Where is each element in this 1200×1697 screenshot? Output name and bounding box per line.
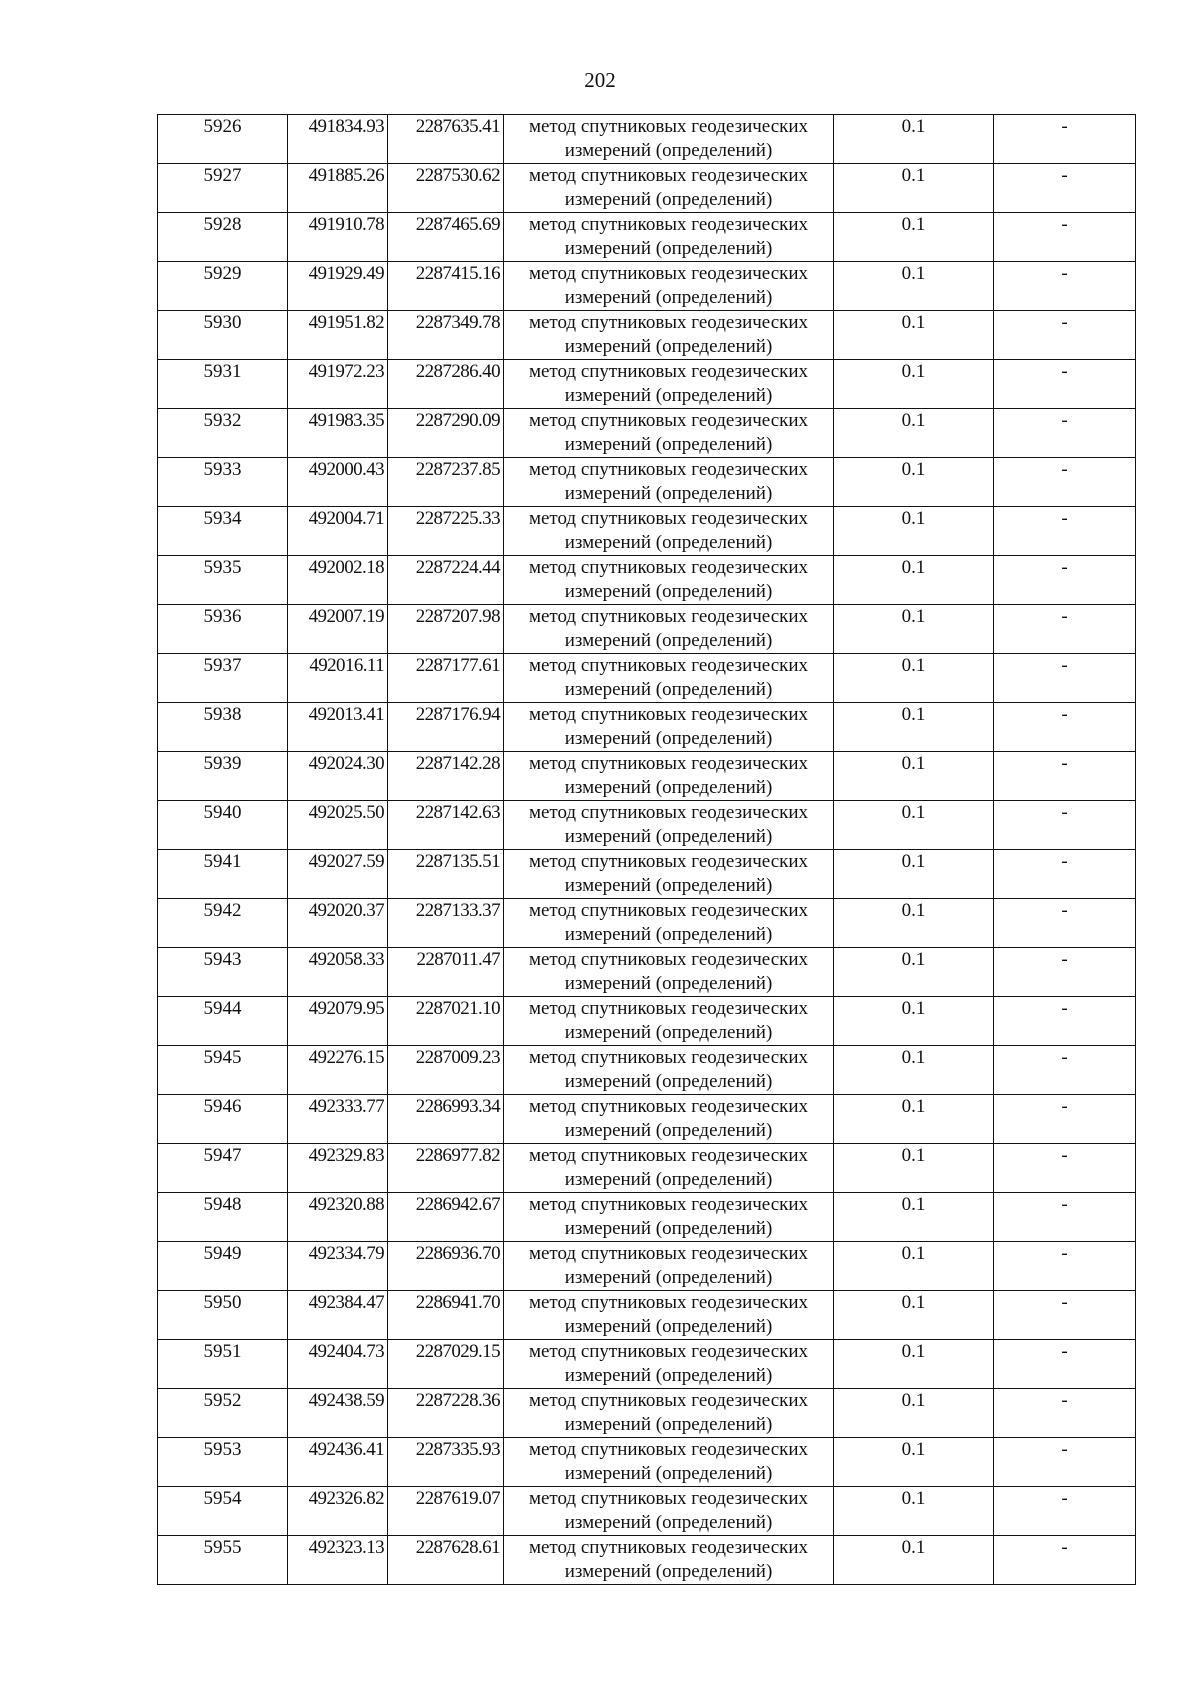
point-number-cell: 5954 bbox=[158, 1487, 288, 1536]
note-cell: - bbox=[994, 801, 1136, 850]
method-cell: метод спутниковых геодезических измерений (определений) bbox=[504, 507, 834, 556]
method-cell: метод спутниковых геодезических измерений (определений) bbox=[504, 164, 834, 213]
table-row bbox=[158, 262, 1136, 311]
method-cell: метод спутниковых геодезических измерений (определений) bbox=[504, 703, 834, 752]
table-row bbox=[158, 605, 1136, 654]
y-coordinate-cell: 2287225.33 bbox=[388, 507, 504, 556]
x-coordinate-cell: 491910.78 bbox=[288, 213, 388, 262]
method-cell: метод спутниковых геодезических измерений (определений) bbox=[504, 1193, 834, 1242]
x-coordinate-cell: 492016.11 bbox=[288, 654, 388, 703]
point-number-cell: 5948 bbox=[158, 1193, 288, 1242]
x-coordinate-cell: 492438.59 bbox=[288, 1389, 388, 1438]
x-coordinate-cell: 492320.88 bbox=[288, 1193, 388, 1242]
y-coordinate-cell: 2287021.10 bbox=[388, 997, 504, 1046]
note-cell: - bbox=[994, 311, 1136, 360]
table-row bbox=[158, 654, 1136, 703]
accuracy-cell: 0.1 bbox=[834, 1193, 994, 1242]
point-number-cell: 5936 bbox=[158, 605, 288, 654]
method-cell: метод спутниковых геодезических измерений (определений) bbox=[504, 1095, 834, 1144]
method-cell: метод спутниковых геодезических измерений (определений) bbox=[504, 899, 834, 948]
note-cell: - bbox=[994, 1242, 1136, 1291]
accuracy-cell: 0.1 bbox=[834, 1095, 994, 1144]
y-coordinate-cell: 2287286.40 bbox=[388, 360, 504, 409]
point-number-cell: 5928 bbox=[158, 213, 288, 262]
table-row bbox=[158, 115, 1136, 164]
note-cell: - bbox=[994, 1144, 1136, 1193]
x-coordinate-cell: 492002.18 bbox=[288, 556, 388, 605]
y-coordinate-cell: 2287135.51 bbox=[388, 850, 504, 899]
y-coordinate-cell: 2287011.47 bbox=[388, 948, 504, 997]
x-coordinate-cell: 492276.15 bbox=[288, 1046, 388, 1095]
x-coordinate-cell: 492323.13 bbox=[288, 1536, 388, 1585]
point-number-cell: 5946 bbox=[158, 1095, 288, 1144]
y-coordinate-cell: 2287415.16 bbox=[388, 262, 504, 311]
point-number-cell: 5943 bbox=[158, 948, 288, 997]
point-number-cell: 5935 bbox=[158, 556, 288, 605]
table-row bbox=[158, 899, 1136, 948]
accuracy-cell: 0.1 bbox=[834, 948, 994, 997]
accuracy-cell: 0.1 bbox=[834, 458, 994, 507]
y-coordinate-cell: 2287619.07 bbox=[388, 1487, 504, 1536]
x-coordinate-cell: 492326.82 bbox=[288, 1487, 388, 1536]
table-row bbox=[158, 1438, 1136, 1487]
accuracy-cell: 0.1 bbox=[834, 654, 994, 703]
accuracy-cell: 0.1 bbox=[834, 1536, 994, 1585]
accuracy-cell: 0.1 bbox=[834, 311, 994, 360]
point-number-cell: 5926 bbox=[158, 115, 288, 164]
point-number-cell: 5955 bbox=[158, 1536, 288, 1585]
y-coordinate-cell: 2286942.67 bbox=[388, 1193, 504, 1242]
method-cell: метод спутниковых геодезических измерений (определений) bbox=[504, 556, 834, 605]
point-number-cell: 5944 bbox=[158, 997, 288, 1046]
point-number-cell: 5929 bbox=[158, 262, 288, 311]
x-coordinate-cell: 492013.41 bbox=[288, 703, 388, 752]
x-coordinate-cell: 491885.26 bbox=[288, 164, 388, 213]
table-row bbox=[158, 1291, 1136, 1340]
method-cell: метод спутниковых геодезических измерений (определений) bbox=[504, 1340, 834, 1389]
x-coordinate-cell: 492058.33 bbox=[288, 948, 388, 997]
x-coordinate-cell: 491972.23 bbox=[288, 360, 388, 409]
table-row bbox=[158, 1487, 1136, 1536]
method-cell: метод спутниковых геодезических измерений (определений) bbox=[504, 997, 834, 1046]
accuracy-cell: 0.1 bbox=[834, 1144, 994, 1193]
note-cell: - bbox=[994, 1340, 1136, 1389]
accuracy-cell: 0.1 bbox=[834, 213, 994, 262]
note-cell: - bbox=[994, 1536, 1136, 1585]
method-cell: метод спутниковых геодезических измерений (определений) bbox=[504, 409, 834, 458]
accuracy-cell: 0.1 bbox=[834, 1438, 994, 1487]
accuracy-cell: 0.1 bbox=[834, 850, 994, 899]
accuracy-cell: 0.1 bbox=[834, 1340, 994, 1389]
table-row bbox=[158, 556, 1136, 605]
page-number: 202 bbox=[584, 68, 616, 92]
table-row bbox=[158, 507, 1136, 556]
y-coordinate-cell: 2287349.78 bbox=[388, 311, 504, 360]
point-number-cell: 5927 bbox=[158, 164, 288, 213]
x-coordinate-cell: 492334.79 bbox=[288, 1242, 388, 1291]
method-cell: метод спутниковых геодезических измерений (определений) bbox=[504, 1242, 834, 1291]
accuracy-cell: 0.1 bbox=[834, 409, 994, 458]
table-row bbox=[158, 850, 1136, 899]
accuracy-cell: 0.1 bbox=[834, 262, 994, 311]
table-row bbox=[158, 1193, 1136, 1242]
note-cell: - bbox=[994, 409, 1136, 458]
method-cell: метод спутниковых геодезических измерений (определений) bbox=[504, 801, 834, 850]
table-row bbox=[158, 1046, 1136, 1095]
point-number-cell: 5951 bbox=[158, 1340, 288, 1389]
point-number-cell: 5952 bbox=[158, 1389, 288, 1438]
point-number-cell: 5941 bbox=[158, 850, 288, 899]
y-coordinate-cell: 2287335.93 bbox=[388, 1438, 504, 1487]
coordinates-table-body bbox=[158, 115, 1136, 1585]
note-cell: - bbox=[994, 752, 1136, 801]
y-coordinate-cell: 2287176.94 bbox=[388, 703, 504, 752]
x-coordinate-cell: 492027.59 bbox=[288, 850, 388, 899]
accuracy-cell: 0.1 bbox=[834, 605, 994, 654]
x-coordinate-cell: 491951.82 bbox=[288, 311, 388, 360]
method-cell: метод спутниковых геодезических измерений (определений) bbox=[504, 1487, 834, 1536]
table-row bbox=[158, 409, 1136, 458]
accuracy-cell: 0.1 bbox=[834, 997, 994, 1046]
x-coordinate-cell: 491983.35 bbox=[288, 409, 388, 458]
x-coordinate-cell: 492404.73 bbox=[288, 1340, 388, 1389]
y-coordinate-cell: 2287635.41 bbox=[388, 115, 504, 164]
x-coordinate-cell: 492020.37 bbox=[288, 899, 388, 948]
table-row bbox=[158, 1095, 1136, 1144]
table-row bbox=[158, 1389, 1136, 1438]
note-cell: - bbox=[994, 1438, 1136, 1487]
y-coordinate-cell: 2286936.70 bbox=[388, 1242, 504, 1291]
table-row bbox=[158, 458, 1136, 507]
accuracy-cell: 0.1 bbox=[834, 1389, 994, 1438]
y-coordinate-cell: 2287628.61 bbox=[388, 1536, 504, 1585]
note-cell: - bbox=[994, 703, 1136, 752]
point-number-cell: 5950 bbox=[158, 1291, 288, 1340]
accuracy-cell: 0.1 bbox=[834, 1487, 994, 1536]
coordinates-table bbox=[157, 114, 1136, 1585]
y-coordinate-cell: 2286941.70 bbox=[388, 1291, 504, 1340]
accuracy-cell: 0.1 bbox=[834, 1046, 994, 1095]
accuracy-cell: 0.1 bbox=[834, 360, 994, 409]
method-cell: метод спутниковых геодезических измерений (определений) bbox=[504, 1389, 834, 1438]
table-row bbox=[158, 801, 1136, 850]
y-coordinate-cell: 2287207.98 bbox=[388, 605, 504, 654]
accuracy-cell: 0.1 bbox=[834, 164, 994, 213]
point-number-cell: 5933 bbox=[158, 458, 288, 507]
x-coordinate-cell: 492024.30 bbox=[288, 752, 388, 801]
point-number-cell: 5930 bbox=[158, 311, 288, 360]
method-cell: метод спутниковых геодезических измерений (определений) bbox=[504, 311, 834, 360]
y-coordinate-cell: 2287177.61 bbox=[388, 654, 504, 703]
point-number-cell: 5953 bbox=[158, 1438, 288, 1487]
x-coordinate-cell: 492436.41 bbox=[288, 1438, 388, 1487]
y-coordinate-cell: 2287224.44 bbox=[388, 556, 504, 605]
accuracy-cell: 0.1 bbox=[834, 1242, 994, 1291]
table-row bbox=[158, 1144, 1136, 1193]
method-cell: метод спутниковых геодезических измерений (определений) bbox=[504, 1144, 834, 1193]
accuracy-cell: 0.1 bbox=[834, 899, 994, 948]
note-cell: - bbox=[994, 948, 1136, 997]
y-coordinate-cell: 2286993.34 bbox=[388, 1095, 504, 1144]
x-coordinate-cell: 491834.93 bbox=[288, 115, 388, 164]
method-cell: метод спутниковых геодезических измерений (определений) bbox=[504, 115, 834, 164]
note-cell: - bbox=[994, 1193, 1136, 1242]
x-coordinate-cell: 492329.83 bbox=[288, 1144, 388, 1193]
method-cell: метод спутниковых геодезических измерений (определений) bbox=[504, 654, 834, 703]
x-coordinate-cell: 492025.50 bbox=[288, 801, 388, 850]
note-cell: - bbox=[994, 1291, 1136, 1340]
table-row bbox=[158, 1340, 1136, 1389]
x-coordinate-cell: 492079.95 bbox=[288, 997, 388, 1046]
point-number-cell: 5934 bbox=[158, 507, 288, 556]
point-number-cell: 5937 bbox=[158, 654, 288, 703]
point-number-cell: 5949 bbox=[158, 1242, 288, 1291]
method-cell: метод спутниковых геодезических измерений (определений) bbox=[504, 1046, 834, 1095]
note-cell: - bbox=[994, 1095, 1136, 1144]
method-cell: метод спутниковых геодезических измерений (определений) bbox=[504, 262, 834, 311]
note-cell: - bbox=[994, 1046, 1136, 1095]
table-row bbox=[158, 311, 1136, 360]
table-row bbox=[158, 997, 1136, 1046]
y-coordinate-cell: 2287133.37 bbox=[388, 899, 504, 948]
note-cell: - bbox=[994, 1389, 1136, 1438]
method-cell: метод спутниковых геодезических измерений (определений) bbox=[504, 360, 834, 409]
accuracy-cell: 0.1 bbox=[834, 556, 994, 605]
point-number-cell: 5939 bbox=[158, 752, 288, 801]
method-cell: метод спутниковых геодезических измерений (определений) bbox=[504, 1438, 834, 1487]
method-cell: метод спутниковых геодезических измерений (определений) bbox=[504, 850, 834, 899]
note-cell: - bbox=[994, 654, 1136, 703]
accuracy-cell: 0.1 bbox=[834, 507, 994, 556]
note-cell: - bbox=[994, 213, 1136, 262]
note-cell: - bbox=[994, 1487, 1136, 1536]
accuracy-cell: 0.1 bbox=[834, 115, 994, 164]
x-coordinate-cell: 492333.77 bbox=[288, 1095, 388, 1144]
y-coordinate-cell: 2287465.69 bbox=[388, 213, 504, 262]
note-cell: - bbox=[994, 605, 1136, 654]
y-coordinate-cell: 2287237.85 bbox=[388, 458, 504, 507]
y-coordinate-cell: 2287142.63 bbox=[388, 801, 504, 850]
note-cell: - bbox=[994, 164, 1136, 213]
note-cell: - bbox=[994, 997, 1136, 1046]
method-cell: метод спутниковых геодезических измерений (определений) bbox=[504, 605, 834, 654]
method-cell: метод спутниковых геодезических измерений (определений) bbox=[504, 1536, 834, 1585]
note-cell: - bbox=[994, 115, 1136, 164]
point-number-cell: 5947 bbox=[158, 1144, 288, 1193]
y-coordinate-cell: 2287029.15 bbox=[388, 1340, 504, 1389]
method-cell: метод спутниковых геодезических измерений (определений) bbox=[504, 948, 834, 997]
x-coordinate-cell: 492000.43 bbox=[288, 458, 388, 507]
x-coordinate-cell: 491929.49 bbox=[288, 262, 388, 311]
x-coordinate-cell: 492007.19 bbox=[288, 605, 388, 654]
table-row bbox=[158, 360, 1136, 409]
y-coordinate-cell: 2287530.62 bbox=[388, 164, 504, 213]
point-number-cell: 5931 bbox=[158, 360, 288, 409]
point-number-cell: 5940 bbox=[158, 801, 288, 850]
point-number-cell: 5938 bbox=[158, 703, 288, 752]
y-coordinate-cell: 2287009.23 bbox=[388, 1046, 504, 1095]
note-cell: - bbox=[994, 850, 1136, 899]
note-cell: - bbox=[994, 556, 1136, 605]
point-number-cell: 5945 bbox=[158, 1046, 288, 1095]
point-number-cell: 5942 bbox=[158, 899, 288, 948]
method-cell: метод спутниковых геодезических измерений (определений) bbox=[504, 458, 834, 507]
y-coordinate-cell: 2286977.82 bbox=[388, 1144, 504, 1193]
x-coordinate-cell: 492384.47 bbox=[288, 1291, 388, 1340]
note-cell: - bbox=[994, 262, 1136, 311]
note-cell: - bbox=[994, 458, 1136, 507]
accuracy-cell: 0.1 bbox=[834, 1291, 994, 1340]
accuracy-cell: 0.1 bbox=[834, 801, 994, 850]
x-coordinate-cell: 492004.71 bbox=[288, 507, 388, 556]
accuracy-cell: 0.1 bbox=[834, 703, 994, 752]
table-row bbox=[158, 752, 1136, 801]
table-row bbox=[158, 1536, 1136, 1585]
y-coordinate-cell: 2287142.28 bbox=[388, 752, 504, 801]
y-coordinate-cell: 2287228.36 bbox=[388, 1389, 504, 1438]
method-cell: метод спутниковых геодезических измерений (определений) bbox=[504, 752, 834, 801]
accuracy-cell: 0.1 bbox=[834, 752, 994, 801]
y-coordinate-cell: 2287290.09 bbox=[388, 409, 504, 458]
method-cell: метод спутниковых геодезических измерений (определений) bbox=[504, 213, 834, 262]
table-row bbox=[158, 948, 1136, 997]
point-number-cell: 5932 bbox=[158, 409, 288, 458]
table-row bbox=[158, 164, 1136, 213]
note-cell: - bbox=[994, 507, 1136, 556]
table-row bbox=[158, 213, 1136, 262]
note-cell: - bbox=[994, 360, 1136, 409]
note-cell: - bbox=[994, 899, 1136, 948]
table-row bbox=[158, 703, 1136, 752]
table-row bbox=[158, 1242, 1136, 1291]
method-cell: метод спутниковых геодезических измерений (определений) bbox=[504, 1291, 834, 1340]
